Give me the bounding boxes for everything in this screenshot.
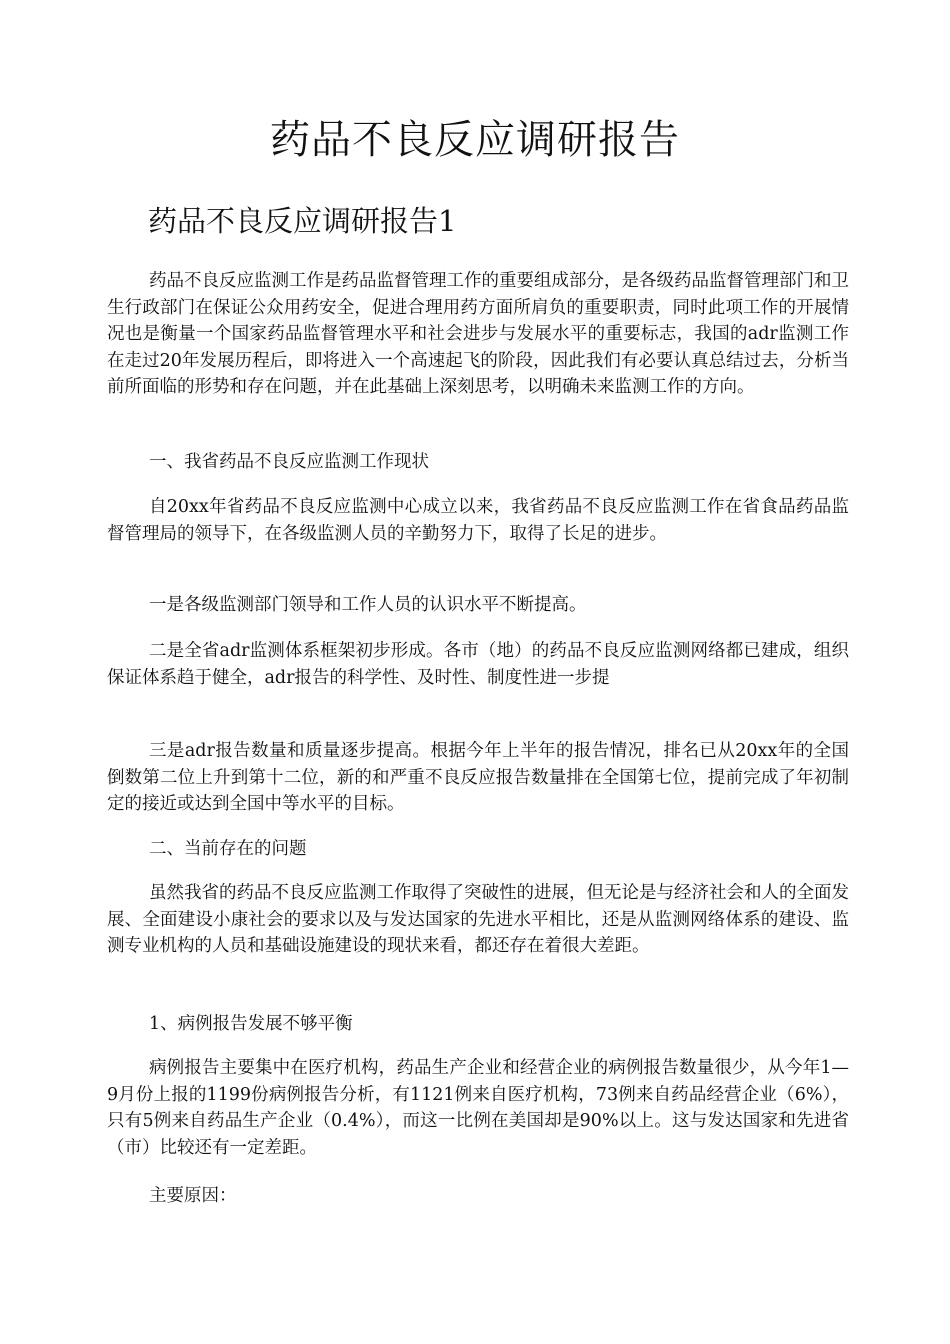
heading-current-status: 一、我省药品不良反应监测工作现状 bbox=[149, 452, 429, 472]
document-title: 药品不良反应调研报告 bbox=[270, 117, 680, 163]
heading-main-reasons: 主要原因： bbox=[149, 1186, 237, 1206]
heading-report-imbalance: 1、病例报告发展不够平衡 bbox=[149, 1014, 353, 1034]
paragraph-progress: 自20xx年省药品不良反应监测中心成立以来，我省药品不良反应监测工作在省食品药品监督管理局的领导下，在各级监测人员的辛勤努力下，取得了长足的进步。 bbox=[107, 497, 849, 544]
paragraph-point-two: 二是全省adr监测体系框架初步形成。各市（地）的药品不良反应监测网络都已建成，组织保证体系趋于健全，adr报告的科学性、及时性、制度性进一步提 bbox=[107, 641, 849, 688]
paragraph-report-statistics: 病例报告主要集中在医疗机构，药品生产企业和经营企业的病例报告数量很少，从今年1—9月份上报的1199份病例报告分析，有1121例来自医疗机构，73例来自药品经营企业（6%），只有5例来自药品生产企业（0.4%），而这一比例在美国却是90%以上。这与发达国家和先进省（市）比较还有一定差距。 bbox=[107, 1058, 849, 1158]
paragraph-gap: 虽然我省的药品不良反应监测工作取得了突破性的进展，但无论是与经济社会和人的全面发展、全面建设小康社会的要求以及与发达国家的先进水平相比，还是从监测网络体系的建设、监测专业机构的人员和基础设施建设的现状来看，都还存在着很大差距。 bbox=[107, 883, 849, 956]
paragraph-point-one: 一是各级监测部门领导和工作人员的认识水平不断提高。 bbox=[149, 595, 587, 615]
section-title: 药品不良反应调研报告1 bbox=[148, 204, 457, 238]
paragraph-point-three: 三是adr报告数量和质量逐步提高。根据今年上半年的报告情况，排名已从20xx年的全国倒数第二位上升到第十二位，新的和严重不良反应报告数量排在全国第七位，提前完成了年初制定的接近或达到全国中等水平的目标。 bbox=[107, 741, 849, 814]
paragraph-intro: 药品不良反应监测工作是药品监督管理工作的重要组成部分，是各级药品监督管理部门和卫生行政部门在保证公众用药安全，促进合理用药方面所肩负的重要职责，同时此项工作的开展情况也是衡量一个国家药品监督管理水平和社会进步与发展水平的重要标志，我国的adr监测工作在走过20年发展历程后，即将进入一个高速起飞的阶段，因此我们有必要认真总结过去，分析当前所面临的形势和存在问题，并在此基础上深刻思考，以明确未来监测工作的方向。 bbox=[107, 271, 849, 397]
heading-current-problems: 二、当前存在的问题 bbox=[149, 839, 307, 859]
